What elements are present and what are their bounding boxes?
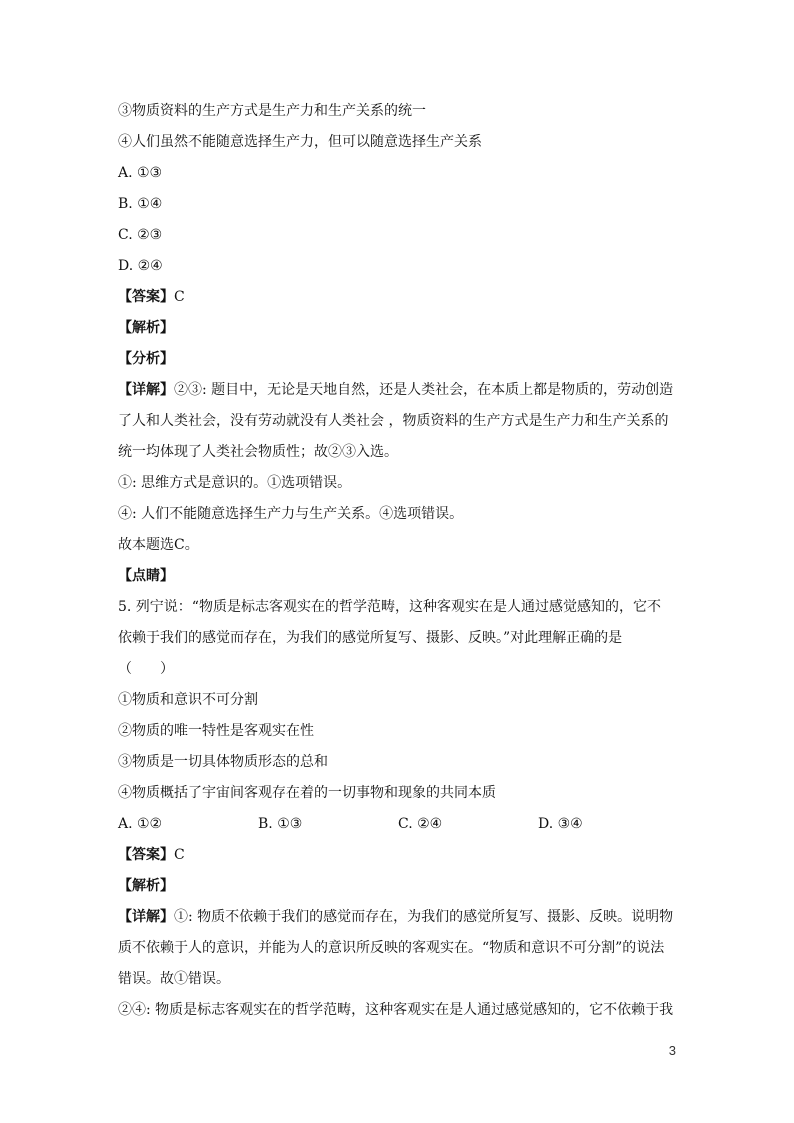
detail-tag: 【详解】 (118, 909, 174, 925)
answer-line-2 (118, 840, 678, 871)
page-number: 3 (668, 1043, 676, 1058)
answer-line-1 (118, 282, 678, 313)
analysis-tag-1: 【解析】 (118, 320, 174, 336)
choice-d: D. ②④ (118, 258, 163, 274)
detail-line-4: ①: 思维方式是意识的。①选项错误。 (118, 475, 352, 491)
question-5-statement-2: ②物质的唯一特性是客观实在性 (118, 723, 314, 739)
answer-tag: 【答案】 (118, 847, 174, 863)
detail-tag: 【详解】 (118, 382, 174, 398)
detail-text: ①: 物质不依赖于我们的感觉而存在，为我们的感觉所复写、摄影、反映。说明物 (174, 909, 674, 925)
analysis-tag-2: 【解析】 (118, 878, 174, 894)
detail2-line-1 (118, 902, 678, 933)
question-5-options (118, 809, 678, 840)
detail-line-1 (118, 375, 678, 406)
detail-line-3: 统一均体现了人类社会物质性；故②③入选。 (118, 444, 398, 460)
question-5-option-b: B. ①③ (258, 816, 303, 832)
question-5-line-1: 5. 列宁说：“物质是标志客观实在的哲学范畴，这种客观实在是人通过感觉感知的，它不 (118, 599, 661, 615)
choice-b: B. ①④ (118, 196, 163, 212)
choice-c: C. ②③ (118, 227, 163, 243)
question-5-statement-1: ①物质和意识不可分割 (118, 692, 258, 708)
option-statement-4: ④人们虽然不能随意选择生产力，但可以随意选择生产关系 (118, 134, 482, 150)
detail2-line-3: 错误。故①错误。 (118, 971, 230, 987)
question-5-statement-3: ③物质是一切具体物质形态的总和 (118, 754, 328, 770)
dianjing-tag: 【点睛】 (118, 568, 174, 584)
answer-value: C (174, 289, 185, 305)
answer-tag: 【答案】 (118, 289, 174, 305)
detail-line-6: 故本题选C。 (118, 537, 199, 553)
detail-line-5: ④: 人们不能随意选择生产力与生产关系。④选项错误。 (118, 506, 464, 522)
choice-a: A. ①③ (118, 165, 163, 181)
question-5-option-a: A. ①② (118, 816, 163, 832)
detail2-line-4: ②④: 物质是标志客观实在的哲学范畴，这种客观实在是人通过感觉感知的，它不依赖于我 (118, 1002, 674, 1018)
fenxi-tag: 【分析】 (118, 351, 174, 367)
option-statement-3: ③物质资料的生产方式是生产力和生产关系的统一 (118, 103, 426, 119)
question-5-bracket: （ ） (118, 661, 174, 677)
document-page (118, 96, 678, 1026)
detail-text: ②③: 题目中，无论是天地自然，还是人类社会，在本质上都是物质的，劳动创造 (174, 382, 674, 398)
question-5-option-c: C. ②④ (398, 816, 443, 832)
question-5-line-2: 依赖于我们的感觉而存在，为我们的感觉所复写、摄影、反映。”对此理解正确的是 (118, 630, 623, 646)
question-5-statement-4: ④物质概括了宇宙间客观存在着的一切事物和现象的共同本质 (118, 785, 496, 801)
question-5-option-d: D. ③④ (538, 816, 583, 832)
answer-value: C (174, 847, 185, 863)
detail-line-2: 了人和人类社会，没有劳动就没有人类社会 ，物质资料的生产方式是生产力和生产关系的 (118, 413, 669, 429)
detail2-line-2: 质不依赖于人的意识，并能为人的意识所反映的客观实在。“物质和意识不可分割”的说法 (118, 940, 665, 956)
